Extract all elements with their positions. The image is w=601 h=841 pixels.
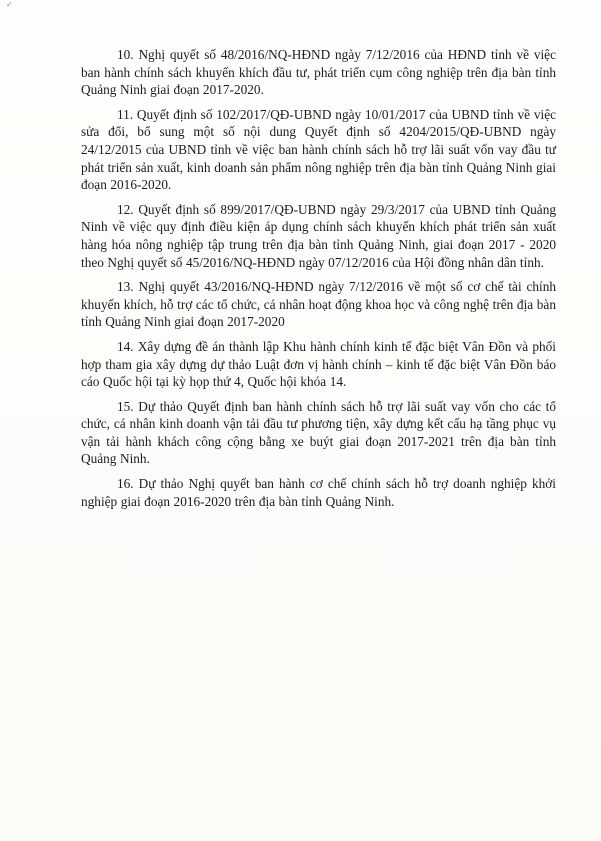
list-item-13: 13. Nghị quyết 43/2016/NQ-HĐND ngày 7/12/2016 về một số cơ chế tài chính khuyến khích, hỗ trợ các tổ chức, cá nhân hoạt động khoa học và công nghệ trên địa bàn tỉnh Quảng Ninh giai đoạn 2017-2020 xyxy=(81,279,556,330)
list-item-15: 15. Dự thảo Quyết định ban hành chính sách hỗ trợ lãi suất vay vốn cho các tổ chức, cá nhân kinh doanh vận tải đầu tư phương tiện, xây dựng kết cấu hạ tầng phục vụ vận tải hành khách công cộng bằng xe buýt giai đoạn 2017-2021 trên địa bàn tỉnh Quảng Ninh. xyxy=(81,398,556,467)
list-item-10: 10. Nghị quyết số 48/2016/NQ-HĐND ngày 7/12/2016 của HĐND tỉnh về việc ban hành chính sách khuyến khích đầu tư, phát triển cụm công nghiệp trên địa bàn tỉnh Quảng Ninh giai đoạn 2017-2020. xyxy=(81,47,556,98)
list-item-16: 16. Dự thảo Nghị quyết ban hành cơ chế chính sách hỗ trợ doanh nghiệp khởi nghiệp giai đoạn 2016-2020 trên địa bàn tỉnh Quảng Ninh. xyxy=(81,476,556,509)
list-item-14: 14. Xây dựng đề án thành lập Khu hành chính kinh tế đặc biệt Vân Đồn và phối hợp tham gia xây dựng dự thảo Luật đơn vị hành chính – kinh tế đặc biệt Vân Đồn báo cáo Quốc hội tại kỳ họp thứ 4, Quốc hội khóa 14. xyxy=(81,338,556,390)
document-body xyxy=(81,46,556,510)
list-item-12: 12. Quyết định số 899/2017/QĐ-UBND ngày 29/3/2017 của UBND tỉnh Quảng Ninh về việc quy định điều kiện áp dụng chính sách khuyến khích phát triển sản xuất hàng hóa nông nghiệp tập trung trên địa bàn tỉnh Quảng Ninh, giai đoạn 2017 - 2020 theo Nghị quyết số 45/2016/NQ-HĐND ngày 07/12/2016 của Hội đồng nhân dân tỉnh. xyxy=(81,201,556,270)
corner-tick-mark: ✓ xyxy=(6,0,13,9)
list-item-11: 11. Quyết định số 102/2017/QĐ-UBND ngày 10/01/2017 của UBND tỉnh về việc sửa đổi, bổ sung một số nội dung Quyết định số 4204/2015/QĐ-UBND ngày 24/12/2015 của UBND tỉnh về việc ban hành chính sách hỗ trợ lãi suất vốn vay đầu tư phát triển sản xuất, kinh doanh sản phẩm nông nghiệp trên địa bàn tỉnh Quảng Ninh giai đoạn 2016-2020. xyxy=(81,106,556,193)
